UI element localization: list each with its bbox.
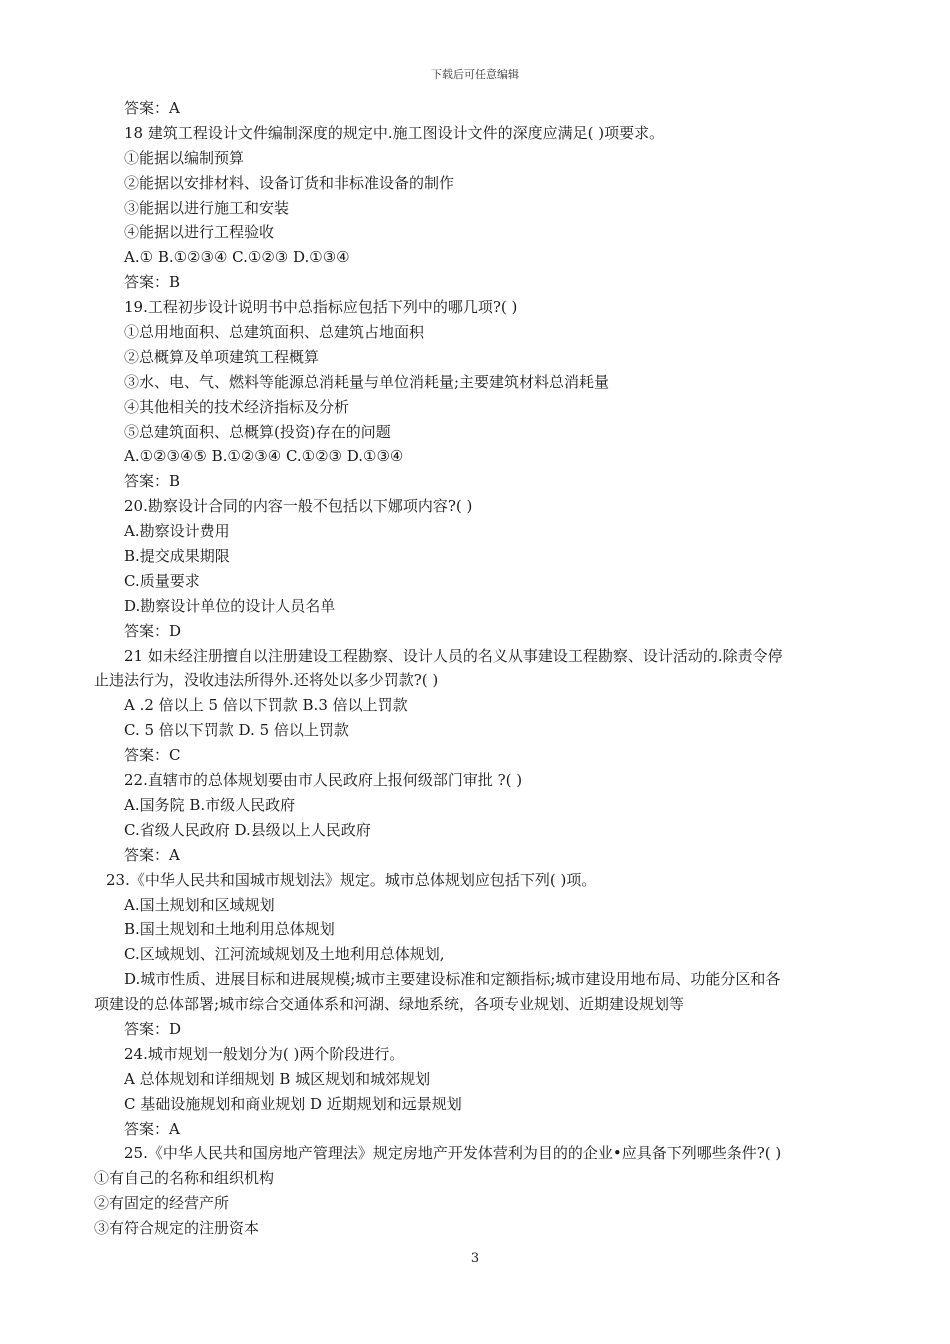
- page-header: 下载后可任意编辑: [431, 68, 519, 81]
- choices-line: A 总体规划和详细规划 B 城区规划和城郊规划: [124, 1069, 431, 1088]
- option-line: A.勘察设计费用: [124, 522, 230, 541]
- text-line: 答案：A: [124, 99, 180, 117]
- option-line: ③水、电、气、燃料等能源总消耗量与单位消耗量;主要建筑材料总消耗量: [124, 372, 610, 391]
- option-line: C.区域规划、江河流域规划及土地利用总体规划,: [124, 945, 445, 964]
- answer-line: 答案：B: [124, 472, 181, 491]
- answer-line: 答案：A: [124, 845, 180, 864]
- answer-line: 答案：D: [124, 621, 182, 640]
- question-text: 23.《中华人民共和国城市规划法》规定。城市总体规划应包括下列( )项。: [106, 870, 597, 889]
- option-line: D.勘察设计单位的设计人员名单: [124, 596, 336, 615]
- choices-line: A .2 倍以上 5 倍以下罚款 B.3 倍以上罚款: [124, 696, 408, 715]
- choices-line: A.国务院 B.市级人民政府: [124, 795, 296, 814]
- option-line: ④其他相关的技术经济指标及分析: [124, 397, 350, 416]
- choices-line: C.省级人民政府 D.县级以上人民政府: [124, 820, 371, 839]
- option-line: B.提交成果期限: [124, 547, 230, 566]
- option-line: A.国土规划和区域规划: [124, 895, 275, 914]
- option-line: ③能据以进行施工和安装: [124, 198, 290, 217]
- choices-line: C 基础设施规划和商业规划 D 近期规划和远景规划: [124, 1094, 462, 1113]
- option-line: B.国土规划和土地利用总体规划: [124, 920, 335, 939]
- question-text: 20.勘察设计合同的内容一般不包括以下娜项内容?( ): [124, 497, 473, 516]
- question-text: 19.工程初步设计说明书中总指标应包括下列中的哪几项?( ): [124, 298, 518, 317]
- choices-line: A.① B.①②③④ C.①②③ D.①③④: [124, 248, 350, 267]
- option-line: ④能据以进行工程验收: [124, 223, 275, 242]
- question-text: 24.城市规划一般划分为( )两个阶段进行。: [124, 1044, 405, 1063]
- option-line: ⑤总建筑面积、总概算(投资)存在的问题: [124, 422, 391, 441]
- answer-line: 答案：B: [124, 273, 181, 292]
- question-text: 21 如未经注册擅自以注册建设工程勘察、设计人员的名义从事建设工程勘察、设计活动的.除责令停: [124, 646, 783, 665]
- option-line: ③有符合规定的注册资本: [94, 1219, 260, 1238]
- question-text: 22.直辖市的总体规划要由市人民政府上报何级部门审批 ?( ): [124, 771, 523, 790]
- answer-line: 答案：D: [124, 1019, 182, 1038]
- option-line: ②能据以安排材料、设备订货和非标准设备的制作: [124, 173, 455, 192]
- page-number: 3: [470, 1251, 480, 1266]
- option-line: ①有自己的名称和组织机构: [94, 1169, 275, 1188]
- option-line: ①总用地面积、总建筑面积、总建筑占地面积: [124, 323, 425, 342]
- question-text: 18 建筑工程设计文件编制深度的规定中.施工图设计文件的深度应满足( )项要求。: [124, 123, 665, 142]
- choices-line: C. 5 倍以下罚款 D. 5 倍以上罚款: [124, 721, 349, 740]
- question-text: 25.《中华人民共和国房地产管理法》规定房地产开发体营利为目的的企业•应具备下列哪些条件?( ): [124, 1144, 782, 1163]
- document-body: [94, 96, 864, 1241]
- option-line: ①能据以编制预算: [124, 148, 245, 167]
- option-line: D.城市性质、进展目标和进展规模;城市主要建设标准和定额指标;城市建设用地布局、功能分区和各: [124, 970, 781, 989]
- question-text-continued: 止违法行为，没收违法所得外.还将处以多少罚款?( ): [94, 671, 439, 690]
- answer-line: 答案：C: [124, 746, 181, 765]
- option-line: ②总概算及单项建筑工程概算: [124, 347, 320, 366]
- option-line: C.质量要求: [124, 571, 200, 590]
- option-line: ②有固定的经营产所: [94, 1194, 230, 1213]
- option-line-continued: 项建设的总体部署;城市综合交通体系和河湖、绿地系统，各项专业规划、近期建设规划等: [94, 995, 685, 1014]
- answer-line: 答案：A: [124, 1119, 180, 1138]
- choices-line: A.①②③④⑤ B.①②③④ C.①②③ D.①③④: [124, 447, 404, 466]
